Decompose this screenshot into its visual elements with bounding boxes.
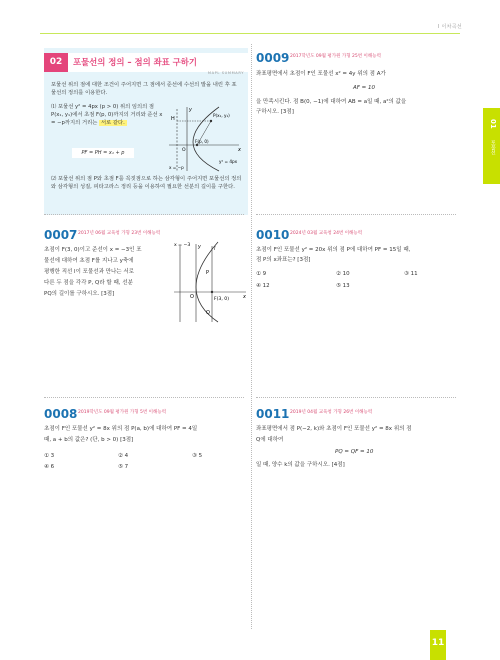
answer-choices [44,452,244,476]
fig-label-y: y [198,244,201,250]
fig-label-l: l [214,246,216,252]
problem-source: 2019학년도 09월 평가원 가형 5번 이해능력 [78,410,167,415]
header-rule [40,33,460,34]
chapter-side-tab [483,108,500,184]
problem-text-line: 구하시오. [3점] [256,109,294,115]
answer-choices [256,270,452,294]
parabola-figure-0007 [170,240,250,324]
concept-item-1-highlight: 서로 같다. [101,120,125,127]
section-divider [44,214,244,215]
chapter-number: 01 [488,119,497,129]
choice-3[interactable]: ③ 11 [404,271,418,277]
point-f [211,291,213,293]
problem-number: 0011 [256,407,290,421]
choice-4[interactable]: ④ 12 [256,283,270,289]
choice-4[interactable]: ④ 6 [44,464,55,470]
choice-2[interactable]: ② 4 [118,453,129,459]
concept-item-1-text: ⑴ 포물선 y² = 4px (p > 0) 위의 임의의 점 P(x₁, y₁)에서 초점 F(p, 0)까지의 거리와 준선 x = −p까지의 거리는 [51,104,163,127]
concept-item-1 [51,103,166,128]
choice-5[interactable]: ⑤ 13 [336,283,350,289]
concept-item-2: ⑵ 포물선 위의 점 P와 초점 F를 꼭짓점으로 하는 삼각형이 주어지면 포물선의 정의와 삼각형의 성질, 피타고라스 정리 등을 이용하여 필요한 선분의 길이를 구한다. [51,176,242,191]
problem-text-line: 때, a + b의 값은? (단, b > 0) [3점] [44,437,134,443]
fig-label-f: F(p, 0) [195,139,209,144]
problem-text-line: 초점이 F인 포물선 y² = 8x 위의 점 P(a, b)에 대하여 PF = 4일 [44,426,198,432]
section-divider [256,397,456,398]
concept-equation: PF = PH = x₁ + p [72,148,134,158]
problem-source: 2017년 06월 교육청 가형 23번 이해능력 [78,231,161,236]
fig-label-directrix: x = −p [169,165,184,170]
problem-source: 2017학년도 09월 평가원 가형 25번 이해능력 [290,54,381,59]
problem-text-line: 초점이 F인 포물선 y² = 20x 위의 점 P에 대하여 PF = 15일 때, [256,247,411,253]
parabola-figure [167,105,243,173]
problem-text-line: 일 때, 양수 k의 값을 구하시오. [4점] [256,462,345,468]
choice-1[interactable]: ① 9 [256,271,267,277]
problem-number: 0010 [256,228,290,242]
problem-number: 0007 [44,228,78,242]
problem-text-line: Q에 대하여 [256,437,284,443]
problem-text-line: 을 만족시킨다. 점 B(0, −1)에 대하여 AB = a일 때, a²의 값을 [256,99,407,105]
concept-header [44,53,248,72]
concept-title: 포물선의 정의 – 점의 좌표 구하기 [73,57,197,67]
choice-1[interactable]: ① 3 [44,453,55,459]
problem-text-line: 점 P의 x좌표는? [3점] [256,257,311,263]
fig-label-x: x [243,294,246,300]
problem-text-line: 초점이 F(3, 0)이고 준선이 x = −3인 포 [44,247,142,253]
problem-condition: PQ = QF = 10 [335,449,374,455]
concept-tag: MAPL SUMMARY [207,71,244,75]
problem-number: 0008 [44,407,78,421]
fig-label-y: y [189,107,192,113]
problem-text-line: 평행한 직선 l이 포물선과 만나는 서로 [44,269,134,275]
fig-label-p: P [206,270,210,276]
problem-text-line: 좌표평면에서 점 P(−2, k)와 초점이 F인 포물선 y² = 8x 위의 점 [256,426,412,432]
problem-text-line: PQ의 길이를 구하시오. [3점] [44,291,115,297]
page-number: 11 [430,630,446,660]
concept-intro: 포물선 위의 점에 대한 조건이 주어지면 그 점에서 준선에 수선의 발을 내린 후 포물선의 정의를 이용한다. [51,82,237,97]
point-p [210,120,212,122]
problem-text-line: 다른 두 점을 각각 P, Q라 할 때, 선분 [44,280,133,286]
choice-3[interactable]: ③ 5 [192,453,203,459]
problem-source: 2024년 03월 교육청 24번 이해능력 [290,231,363,236]
fig-label-o: O [190,294,194,300]
column-divider [251,44,252,629]
section-divider [44,397,244,398]
choice-5[interactable]: ⑤ 7 [118,464,129,470]
chapter-label: 포물선 [489,140,496,155]
fig-label-x: x [238,147,241,153]
problem-number: 0009 [256,51,290,65]
fig-label-p: P(x₁, y₁) [213,113,230,118]
concept-number: 02 [44,53,68,72]
problem-source: 2019년 04월 교육청 가형 26번 이해능력 [290,410,373,415]
problem-text-line: 물선에 대하여 초점 F를 지나고 y축에 [44,258,134,264]
fig-label-f: F(3, 0) [214,297,229,302]
concept-box [44,48,248,215]
choice-2[interactable]: ② 10 [336,271,350,277]
problem-text-line: 좌표평면에서 초점이 F인 포물선 x² = 4y 위의 점 A가 [256,71,386,77]
chapter-header: I 이차곡선 [437,24,462,30]
fig-label-eq: y² = 4px [219,159,238,164]
fig-label-h: H [171,116,175,122]
fig-label-o: O [182,148,186,153]
section-divider [256,214,456,215]
problem-condition: AF = 10 [353,85,376,91]
point-f [196,144,198,146]
fig-label-q: Q [206,310,210,316]
fig-label-directrix: x = −3 [174,243,191,248]
